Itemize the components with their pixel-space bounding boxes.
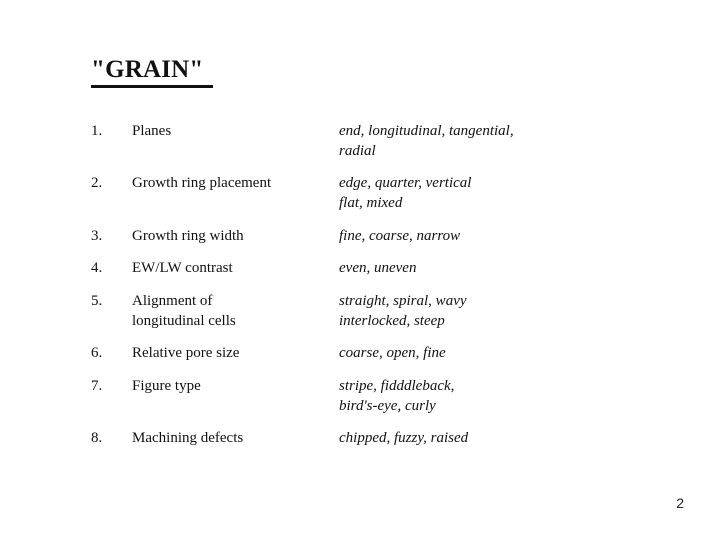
item-number: 1. <box>91 123 103 139</box>
item-number: 2. <box>91 175 103 191</box>
item-label: Growth ring width <box>132 228 244 244</box>
item-label: Relative pore size <box>132 345 240 361</box>
item-terms: end, longitudinal, tangential, radial <box>339 123 514 159</box>
item-terms: edge, quarter, vertical flat, mixed <box>339 175 472 211</box>
item-terms: coarse, open, fine <box>339 345 446 361</box>
item-terms: stripe, fidddleback, bird's-eye, curly <box>339 378 455 414</box>
item-number: 5. <box>91 293 103 309</box>
title-underline <box>91 85 213 88</box>
item-label: Growth ring placement <box>132 175 272 191</box>
item-number: 7. <box>91 378 103 394</box>
item-label: Figure type <box>132 378 201 394</box>
item-number: 8. <box>91 430 103 446</box>
item-terms: straight, spiral, wavy interlocked, steep <box>339 293 467 329</box>
item-label: Planes <box>132 123 172 139</box>
item-terms: fine, coarse, narrow <box>339 228 461 244</box>
item-label: EW/LW contrast <box>132 260 233 276</box>
item-label: Machining defects <box>132 430 244 446</box>
item-terms: even, uneven <box>339 260 417 276</box>
page-number: 2 <box>676 495 684 511</box>
item-number: 4. <box>91 260 103 276</box>
page-title: "GRAIN" <box>91 56 204 83</box>
item-number: 6. <box>91 345 103 361</box>
item-number: 3. <box>91 228 103 244</box>
item-label: Alignment of longitudinal cells <box>132 293 236 329</box>
item-terms: chipped, fuzzy, raised <box>339 430 469 446</box>
